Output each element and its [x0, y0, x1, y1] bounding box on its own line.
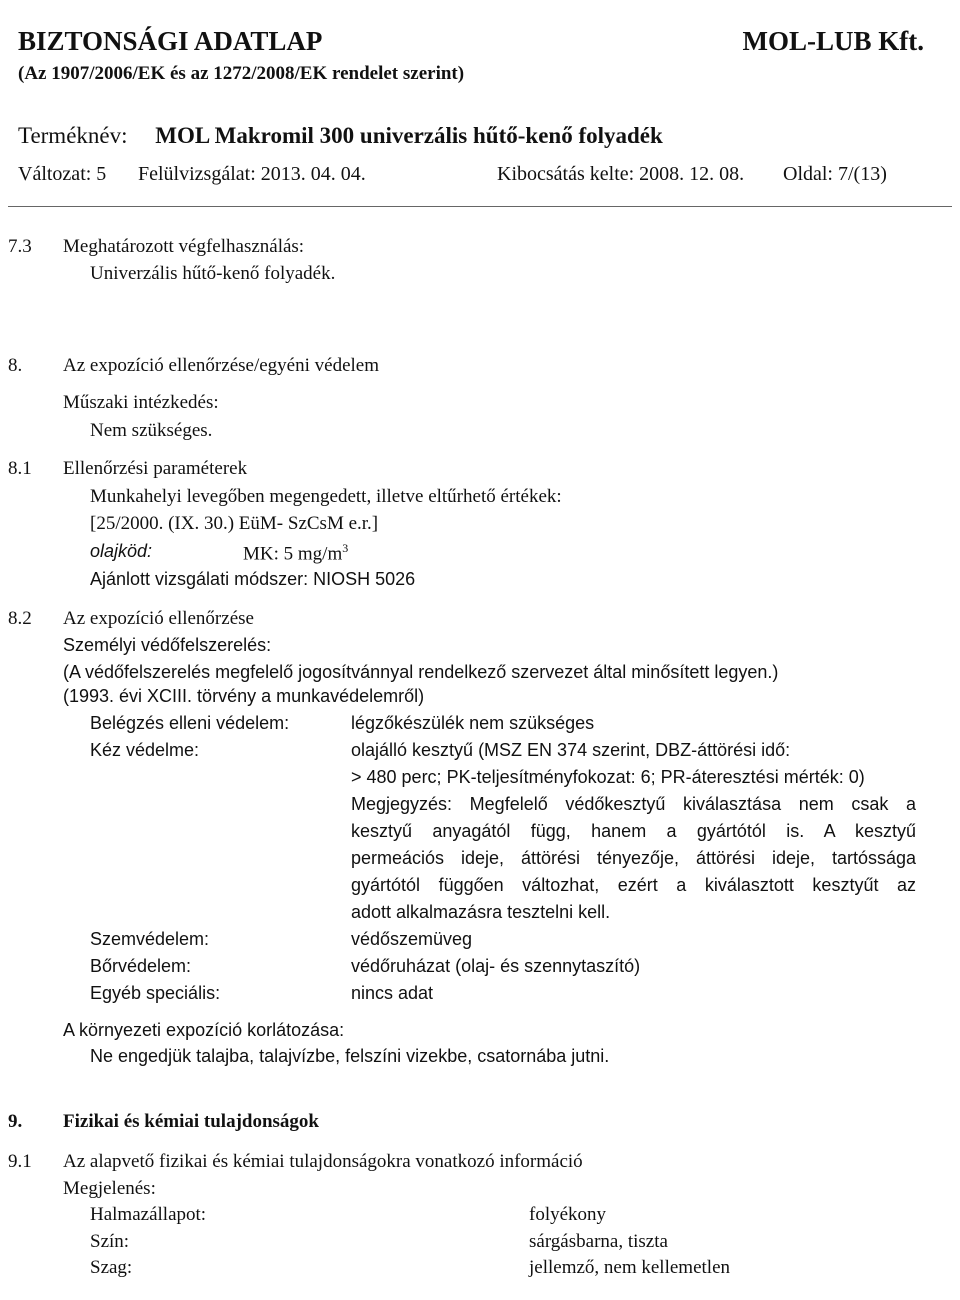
section-number: 7.3 — [8, 236, 32, 257]
hand-protection-label: Kéz védelme: — [90, 740, 200, 760]
company-name: MOL-LUB Kft. — [742, 26, 924, 56]
skin-protection-label: Bőrvédelem: — [90, 956, 192, 976]
respiratory-label: Belégzés elleni védelem: — [90, 713, 290, 733]
section-title: Az expozíció ellenőrzése/egyéni védelem — [63, 355, 379, 376]
hand-protection-line: gyártótól függően változhat, ezért a kiválasztott kesztyűt az — [351, 875, 916, 895]
page-number: Oldal: 7/(13) — [783, 163, 887, 185]
color-value: sárgásbarna, tiszta — [529, 1231, 668, 1252]
limits-text: Munkahelyi levegőben megengedett, illetve eltűrhető értékek: — [90, 486, 562, 507]
hand-protection-line: olajálló kesztyű (MSZ EN 374 szerint, DBZ-áttörési idő: — [351, 740, 791, 760]
section-number: 8.1 — [8, 458, 32, 479]
revision-date: Felülvizsgálat: 2013. 04. 04. — [138, 163, 366, 185]
hand-protection-line: > 480 perc; PK-teljesítményfokozat: 6; PR-áteresztési mérték: 0) — [351, 767, 865, 787]
section-number: 8. — [8, 355, 23, 376]
skin-protection-value: védőruházat (olaj- és szennytaszító) — [351, 956, 641, 976]
section-title: Az expozíció ellenőrzése — [63, 608, 254, 629]
color-label: Szín: — [90, 1231, 130, 1252]
tech-measures-value: Nem szükséges. — [90, 420, 213, 441]
mk-unit-exponent: 3 — [342, 541, 349, 555]
version: Változat: 5 — [18, 163, 107, 185]
substance-name: olajköd: — [90, 541, 153, 561]
hand-protection-line: adott alkalmazásra tesztelni kell. — [351, 902, 611, 922]
respiratory-value: légzőkészülék nem szükséges — [351, 713, 595, 733]
appearance-label: Megjelenés: — [63, 1178, 156, 1199]
odor-label: Szag: — [90, 1257, 133, 1278]
personal-protection-label: Személyi védőfelszerelés: — [63, 635, 272, 655]
eye-protection-label: Szemvédelem: — [90, 929, 210, 949]
test-method: Ajánlott vizsgálati módszer: NIOSH 5026 — [90, 569, 416, 589]
state-label: Halmazállapot: — [90, 1204, 207, 1225]
other-protection-label: Egyéb speciális: — [90, 983, 221, 1003]
section-number: 9.1 — [8, 1151, 32, 1172]
mk-value: MK: 5 mg/m — [243, 543, 343, 565]
mk-limit — [243, 541, 348, 565]
issue-date: Kibocsátás kelte: 2008. 12. 08. — [497, 163, 745, 185]
section-title: Meghatározott végfelhasználás: — [63, 236, 305, 257]
equipment-note: (A védőfelszerelés megfelelő jogosítvánnyal rendelkező szervezet által minősített legyen.) — [63, 662, 779, 682]
law-reference: (1993. évi XCIII. törvény a munkavédelemről) — [63, 686, 425, 706]
section-title: Az alapvető fizikai és kémiai tulajdonságokra vonatkozó információ — [63, 1151, 583, 1172]
regulation-note: (Az 1907/2006/EK és az 1272/2008/EK rendelet szerint) — [18, 63, 465, 84]
product-name: MOL Makromil 300 univerzális hűtő-kenő folyadék — [155, 123, 663, 148]
tech-measures-label: Műszaki intézkedés: — [63, 392, 219, 413]
hand-protection-line: kesztyű anyagától függ, hanem a gyártótól is. A kesztyű — [351, 821, 916, 841]
hand-protection-line: permeációs ideje, áttörési tényezője, áttörési ideje, tartóssága — [351, 848, 916, 868]
section-title: Fizikai és kémiai tulajdonságok — [63, 1111, 319, 1132]
state-value: folyékony — [529, 1204, 607, 1225]
header-divider — [8, 206, 952, 207]
decree-reference: [25/2000. (IX. 30.) EüM- SzCsM e.r.] — [90, 513, 379, 534]
hand-protection-line: Megjegyzés: Megfelelő védőkesztyű kiválasztása nem csak a — [351, 794, 916, 814]
section-title: Ellenőrzési paraméterek — [63, 458, 248, 479]
document-title: BIZTONSÁGI ADATLAP — [18, 26, 323, 56]
section-number: 8.2 — [8, 608, 32, 629]
product-line — [18, 123, 663, 149]
end-use-text: Univerzális hűtő-kenő folyadék. — [90, 263, 336, 284]
section-number: 9. — [8, 1111, 23, 1132]
eye-protection-value: védőszemüveg — [351, 929, 473, 949]
env-exposure-value: Ne engedjük talajba, talajvízbe, felszíni vizekbe, csatornába jutni. — [90, 1046, 610, 1066]
other-protection-value: nincs adat — [351, 983, 434, 1003]
product-label: Terméknév: — [18, 123, 128, 148]
env-exposure-label: A környezeti expozíció korlátozása: — [63, 1020, 345, 1040]
odor-value: jellemző, nem kellemetlen — [529, 1257, 731, 1278]
